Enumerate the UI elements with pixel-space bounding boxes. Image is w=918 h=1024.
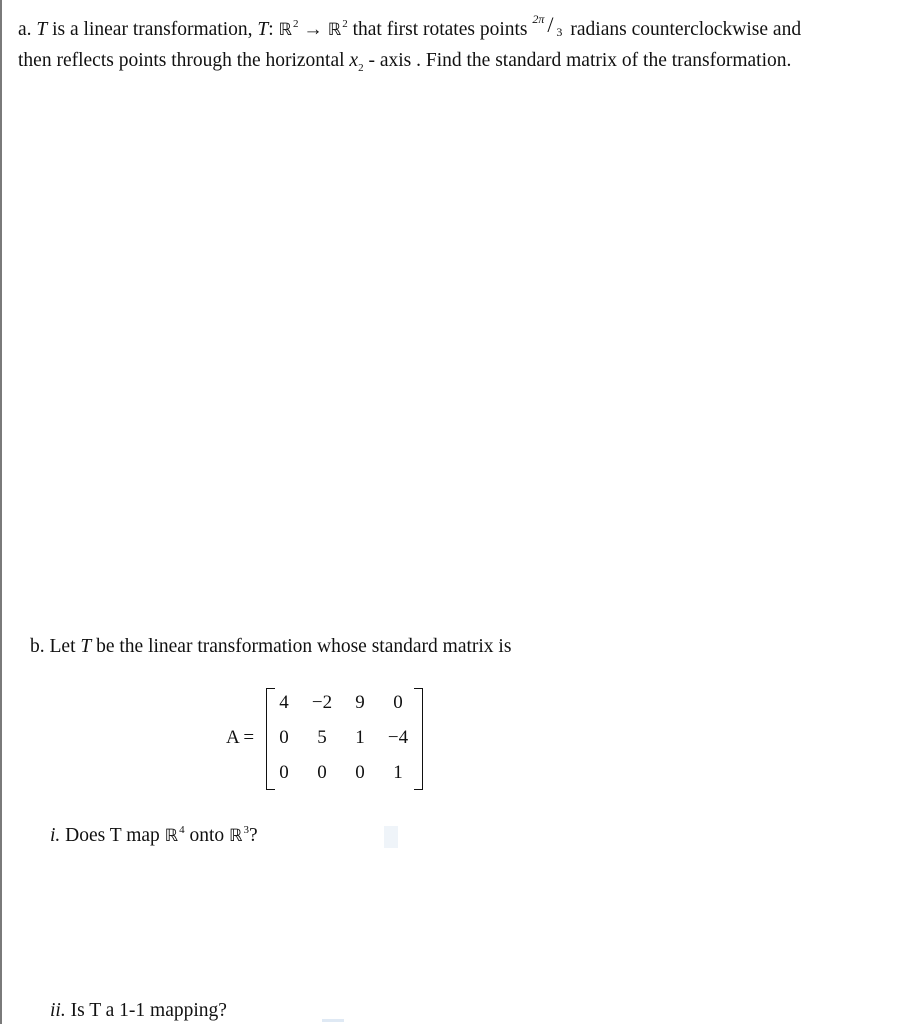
- colon: :: [268, 19, 274, 40]
- real-numbers-domain: ℝ: [278, 20, 292, 40]
- fraction-denominator: 3: [556, 25, 563, 39]
- domain-exponent: 2: [293, 18, 299, 30]
- question-i-end: ?: [249, 825, 258, 846]
- faint-artifact: [322, 1019, 344, 1022]
- part-a-line-1: [18, 12, 802, 40]
- real-numbers-codomain: ℝ: [327, 20, 342, 40]
- part-b-label: b.: [30, 636, 45, 657]
- matrix-cell: 0: [355, 762, 365, 783]
- part-b-var-T: T: [80, 636, 92, 657]
- part-a-text-3: radians counterclockwise and: [570, 19, 802, 40]
- part-a-line-2-pre: then reflects points through the horizontal: [18, 50, 345, 71]
- question-i-codomain: ℝ: [229, 826, 243, 846]
- part-a-label: a.: [18, 19, 32, 40]
- part-a-text-2: that first rotates points: [352, 19, 528, 40]
- matrix-cell: 9: [355, 692, 365, 713]
- question-i-number: i.: [50, 825, 61, 846]
- matrix-cell: 5: [317, 727, 327, 748]
- part-b-pre: Let: [49, 636, 76, 657]
- angle-fraction: 2π / 3: [532, 12, 563, 39]
- arrow-icon: →: [303, 19, 323, 40]
- question-ii: [50, 1001, 227, 1021]
- right-bracket: [414, 688, 423, 790]
- matrix-label: A =: [226, 727, 255, 748]
- matrix-cell: 0: [393, 692, 403, 713]
- question-ii-text: Is T a 1-1 mapping?: [70, 1000, 227, 1021]
- question-i-domain: ℝ: [164, 826, 179, 846]
- faint-artifact: [384, 826, 398, 848]
- part-a-text-1: is a linear transformation,: [52, 19, 253, 40]
- matrix-cell: −4: [387, 727, 409, 748]
- part-a-line-2: [18, 51, 791, 74]
- codomain-exponent: 2: [342, 18, 348, 30]
- matrix-cell: 1: [393, 762, 403, 783]
- matrix-cell: 1: [355, 727, 365, 748]
- map-T: T: [257, 19, 269, 40]
- question-i: [50, 825, 258, 846]
- matrix-cell: 0: [279, 762, 289, 783]
- x-subscript: 2: [358, 62, 364, 74]
- part-b-post: be the linear transformation whose standard matrix is: [96, 636, 512, 657]
- matrix-cell: 0: [317, 762, 327, 783]
- left-border: [0, 0, 2, 1024]
- question-i-domain-exp: 4: [179, 824, 185, 836]
- question-ii-number: ii.: [50, 1000, 66, 1021]
- question-i-text: Does T map: [65, 825, 160, 846]
- matrix-cell: 4: [279, 692, 289, 713]
- var-T: T: [36, 19, 48, 40]
- standard-matrix: [226, 686, 436, 794]
- fraction-numerator: 2π: [532, 12, 545, 26]
- matrix-cell: −2: [311, 692, 333, 713]
- question-i-onto: onto: [189, 825, 225, 846]
- question-i-codomain-exp: 3: [243, 824, 250, 836]
- matrix-cell: 0: [279, 727, 289, 748]
- x-variable: x: [349, 50, 359, 71]
- part-a-line-2-post: - axis . Find the standard matrix of the transformation.: [368, 50, 792, 71]
- part-b-line: [30, 637, 511, 657]
